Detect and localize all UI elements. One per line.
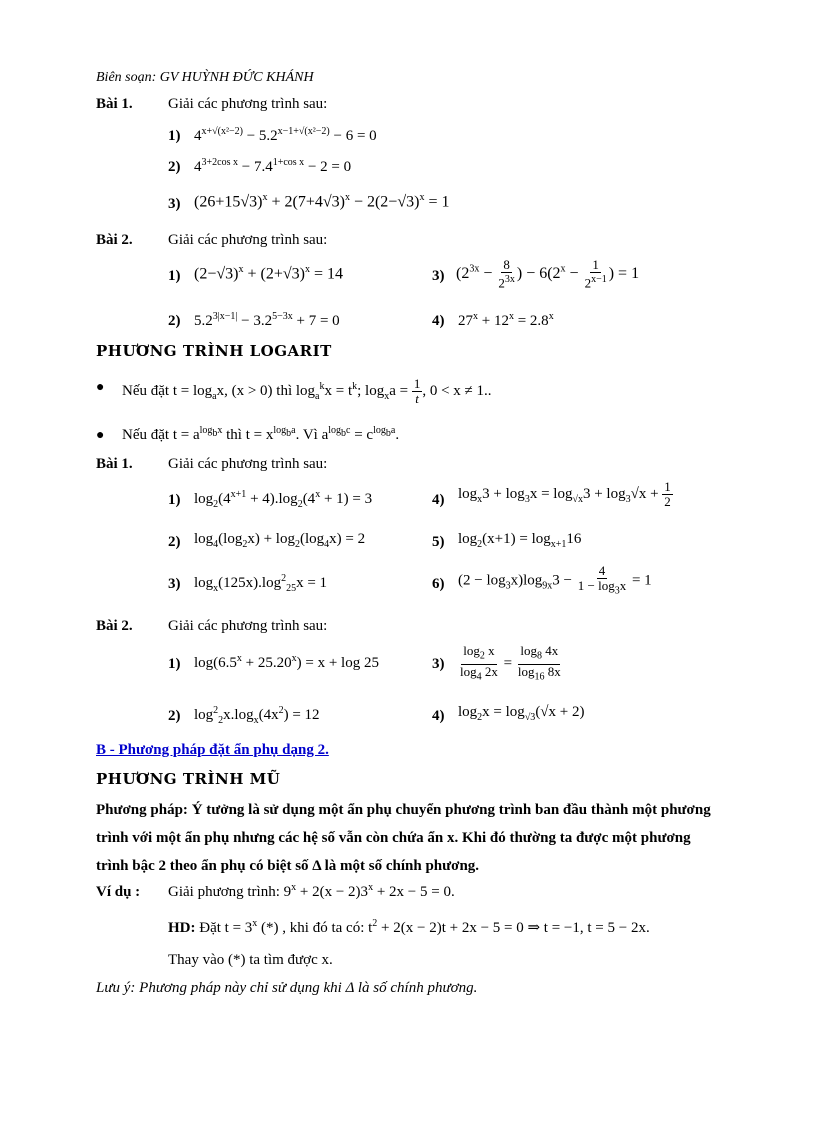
then-line: Thay vào (*) ta tìm được x.	[168, 952, 333, 968]
item-number: 1)	[168, 656, 181, 672]
equation: $27^x + 12^x = 2.8^x$	[458, 311, 554, 329]
item-number: 6)	[432, 576, 445, 592]
equation: $(2 - \log_3x)\log_{9x}3$ − $\frac{4}{1 - \log_3x}$ = 1	[458, 563, 652, 597]
equation: $\log_2(x+1) = \log_{x+1}16$	[458, 531, 582, 550]
item-number: 1)	[168, 492, 181, 508]
item-number: 3)	[168, 576, 181, 592]
exercise-label: Bài 1.	[96, 456, 133, 472]
method-text: Ý tưởng là sử dụng một ẩn phụ chuyển phương trình ban đầu thành một phương trình với một ẩn phụ nhưng các hệ số vẫn còn chứa ẩn x. Khi đó thường ta được một phương trình bậc 2 theo ẩn phụ có biệt số Δ là một số chính phương.	[96, 802, 711, 874]
bullet-text: Nếu đặt $t = a^{log_bx}$ thì $t = x^{log_ba}$. Vì $a^{log_bc} = c^{log_ba}$.	[122, 425, 400, 443]
item-number: 3)	[432, 268, 445, 284]
item-number: 4)	[432, 313, 445, 329]
item-number: 2)	[168, 708, 181, 724]
section-link[interactable]: B - Phương pháp đặt ẩn phụ dạng 2.	[96, 742, 329, 758]
item-number: 4)	[432, 492, 445, 508]
equation: $4^{3+2cos x} - 7.4^{1+cos x} - 2 = 0$	[194, 157, 352, 175]
example-label: Ví dụ :	[96, 884, 141, 900]
item-number: 5)	[432, 534, 445, 550]
equation: $(26+15√3)^x + 2(7+4√3)^x - 2(2-√3)^x = 1$	[194, 192, 450, 211]
equation: ($2^{3x}$ − $\frac{8}{2^{3x}}$ ) − $6(2^x$ − $\frac{1}{2^{x-1}}$ ) = 1	[456, 257, 640, 291]
section-title: PHƯƠNG TRÌNH LOGARIT	[96, 342, 332, 360]
equation: $\frac{\log_2 x}{\log_4 2x}$ = $\frac{\log_8 4x}{\log_{16} 8x}$	[460, 643, 561, 683]
item-number: 3)	[168, 196, 181, 212]
hint-line: HD: Đặt $t = 3^x$ (*) , khi đó ta có: $t^2 + 2(x - 2)t + 2x - 5 = 0$ ⇒ t = −1, t = 5 − 2x.	[168, 918, 650, 936]
exercise-label: Bài 2.	[96, 618, 133, 634]
item-number: 2)	[168, 313, 181, 329]
bullet-dot: ●	[96, 380, 105, 395]
example-task: Giải phương trình: $9^x + 2(x - 2)3^x + 2x - 5 = 0$.	[168, 882, 455, 900]
item-number: 2)	[168, 159, 181, 175]
equation: $\log^2_2x.\log_x(4x^2) = 12$	[194, 705, 320, 726]
bullet-text: Nếu đặt $t = \log_ax$, (x > 0) thì $\log_a^kx = t^k$; $\log_xa$ = $\frac{1}{t}$ , 0 < x ≠ 1..	[122, 376, 492, 406]
item-number: 1)	[168, 128, 181, 144]
equation: $\log_4(\log_2x) + \log_2(\log_4x) = 2$	[194, 531, 366, 550]
exercise-instruction: Giải các phương trình sau:	[168, 456, 328, 472]
item-number: 1)	[168, 268, 181, 284]
exercise-instruction: Giải các phương trình sau:	[168, 618, 328, 634]
item-number: 2)	[168, 534, 181, 550]
equation: $5.2^{3|x-1|} - 3.2^{5-3x} + 7 = 0$	[194, 311, 340, 329]
method-paragraph	[96, 796, 726, 880]
equation: $\log_x3 + \log_3x = \log_{√x}3 + \log_3√x$ + $\frac{1}{2}$	[458, 479, 671, 509]
bullet-dot: ●	[96, 428, 105, 443]
note-line: Lưu ý: Phương pháp này chỉ sử dụng khi Δ là số chính phương.	[96, 980, 478, 996]
exercise-label: Bài 1.	[96, 96, 133, 112]
method-label: Phương pháp:	[96, 802, 188, 818]
section-title: PHƯƠNG TRÌNH MŨ	[96, 770, 281, 788]
author-line: Biên soạn: GV HUỲNH ĐỨC KHÁNH	[96, 70, 314, 85]
exercise-label: Bài 2.	[96, 232, 133, 248]
equation: $4^{x+√(x^2-2)} - 5.2^{x-1+√(x^2-2)} - 6 = 0$	[194, 126, 377, 144]
equation: $\log_x(125x).\log^2_{25}x = 1$	[194, 573, 328, 594]
exercise-instruction: Giải các phương trình sau:	[168, 232, 328, 248]
equation: $\log_2(4^{x+1} + 4).\log_2(4^x + 1) = 3$	[194, 489, 373, 510]
equation: $(2-√3)^x + (2+√3)^x = 14$	[194, 264, 343, 283]
item-number: 4)	[432, 708, 445, 724]
exercise-instruction: Giải các phương trình sau:	[168, 96, 328, 112]
equation: $\log_2x = \log_{√3}(√x + 2)$	[458, 704, 585, 723]
equation: $\log(6.5^x + 25.20^x) = x + \log 25$	[194, 653, 379, 671]
item-number: 3)	[432, 656, 445, 672]
